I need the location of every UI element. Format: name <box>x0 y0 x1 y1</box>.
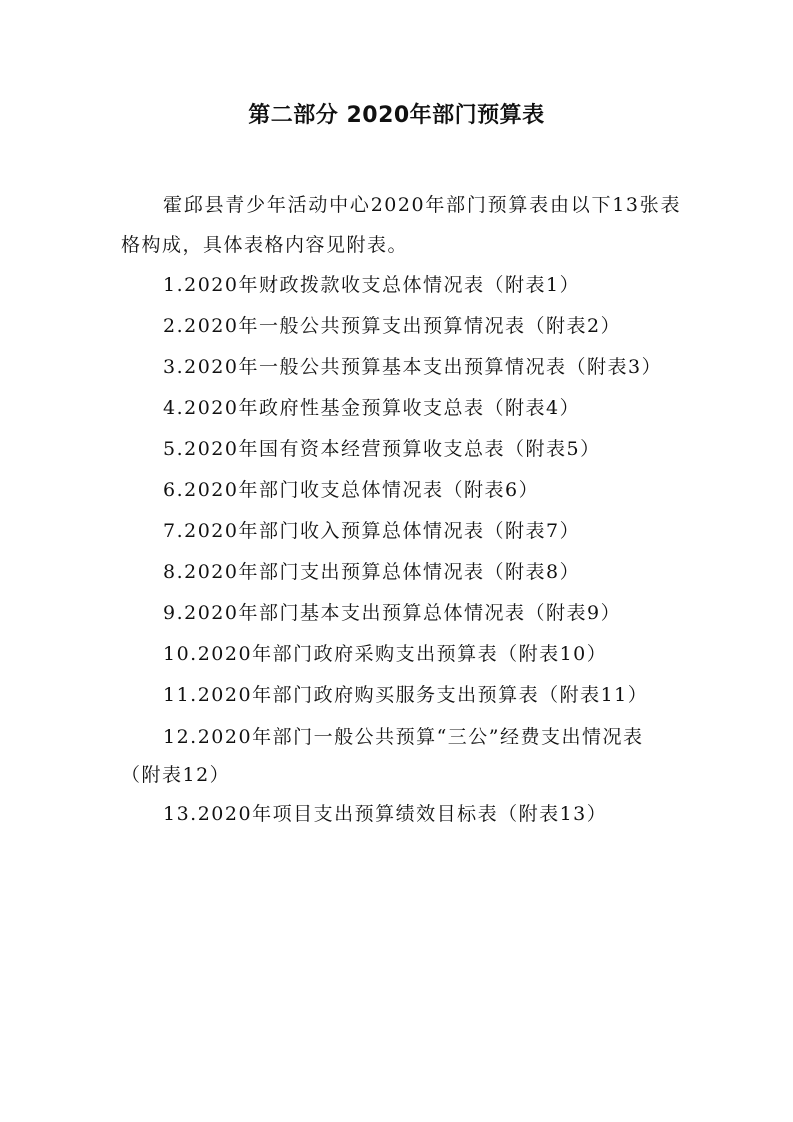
list-item: 6.2020年部门收支总体情况表（附表6） <box>163 479 540 501</box>
list-item: 7.2020年部门收入预算总体情况表（附表7） <box>163 520 581 542</box>
table-list <box>121 265 681 835</box>
list-item: 12.2020年部门一般公共预算“三公”经费支出情况表（附表12） <box>121 726 644 786</box>
list-item: 13.2020年项目支出预算绩效目标表（附表13） <box>163 803 608 825</box>
list-item: 5.2020年国有资本经营预算收支总表（附表5） <box>163 438 601 460</box>
list-item: 10.2020年部门政府采购支出预算表（附表10） <box>163 643 608 665</box>
list-item: 4.2020年政府性基金预算收支总表（附表4） <box>163 397 581 419</box>
intro-paragraph: 霍邱县青少年活动中心2020年部门预算表由以下13张表格构成，具体表格内容见附表。 <box>121 194 681 256</box>
list-item: 9.2020年部门基本支出预算总体情况表（附表9） <box>163 602 622 624</box>
list-item: 3.2020年一般公共预算基本支出预算情况表（附表3） <box>163 356 663 378</box>
list-item: 1.2020年财政拨款收支总体情况表（附表1） <box>163 274 581 296</box>
list-item: 11.2020年部门政府购买服务支出预算表（附表11） <box>163 684 649 706</box>
list-item: 2.2020年一般公共预算支出预算情况表（附表2） <box>163 315 622 337</box>
list-item: 8.2020年部门支出预算总体情况表（附表8） <box>163 561 581 583</box>
page-title: 第二部分 2020年部门预算表 <box>248 103 545 128</box>
